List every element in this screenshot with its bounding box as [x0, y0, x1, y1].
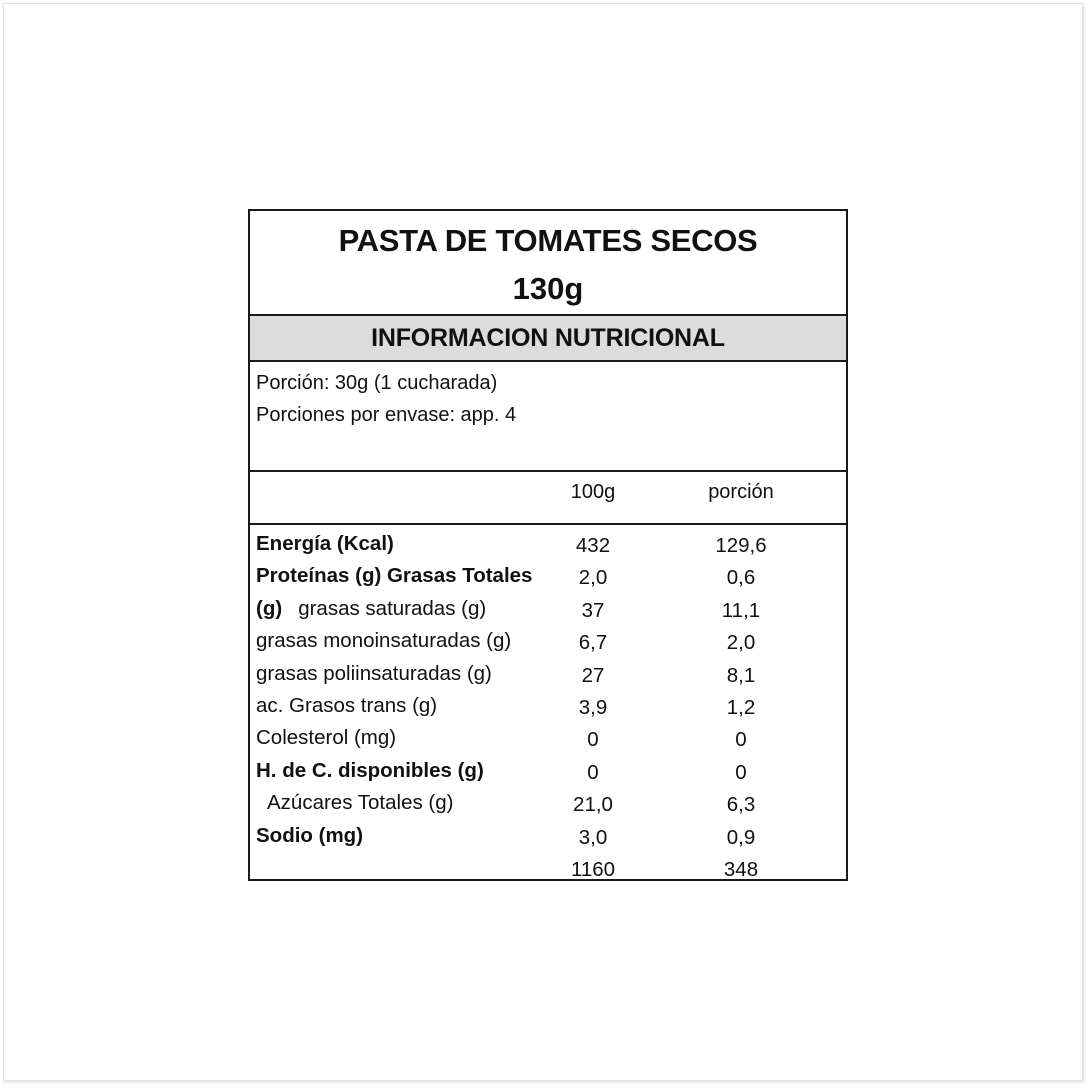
nutrient-label: grasas poliinsaturadas (g) [256, 661, 492, 685]
table-row [250, 690, 846, 722]
value-portion: 348 [723, 857, 759, 881]
value-100g: 27 [581, 663, 605, 687]
section-title: INFORMACION NUTRICIONAL [250, 316, 846, 362]
value-100g: 37 [581, 598, 605, 622]
value-100g: 6,7 [578, 631, 608, 655]
table-row [250, 560, 846, 592]
value-100g: 0 [587, 728, 599, 752]
table-row [250, 787, 846, 819]
column-header-portion: porción [708, 481, 774, 503]
value-100g: 432 [575, 534, 611, 557]
value-100g: 1160 [570, 857, 616, 881]
column-headers [250, 472, 846, 525]
nutrient-label: grasas monoinsaturadas (g) [256, 629, 512, 653]
product-header [250, 211, 846, 316]
portion-size: Porción: 30g (1 cucharada) [256, 372, 498, 394]
table-row [250, 593, 846, 625]
nutrient-label: Colesterol (mg) [256, 726, 397, 750]
table-row [250, 852, 846, 884]
product-weight: 130g [512, 271, 584, 306]
nutrient-label [256, 593, 486, 625]
value-portion: 0,6 [726, 566, 756, 590]
nutrient-label: H. de C. disponibles (g) [256, 758, 484, 782]
value-portion: 8,1 [726, 663, 756, 687]
value-100g: 2,0 [578, 566, 608, 590]
table-row [250, 658, 846, 690]
nutrient-label: ac. Grasos trans (g) [256, 693, 438, 717]
nutrient-label: Proteínas (g) Grasas Totales [256, 564, 533, 588]
table-row [250, 755, 846, 787]
value-portion: 11,1 [721, 598, 761, 622]
nutrient-table [250, 525, 846, 884]
nutrient-label: Energía (Kcal) [256, 532, 394, 555]
value-portion: 129,6 [715, 534, 767, 557]
value-100g: 3,9 [578, 695, 608, 719]
table-row [250, 820, 846, 852]
image-frame [3, 3, 1083, 1081]
nutrient-label: Azúcares Totales (g) [267, 791, 454, 815]
value-portion: 0 [735, 728, 747, 752]
value-portion: 2,0 [726, 631, 756, 655]
product-name: PASTA DE TOMATES SECOS [338, 223, 758, 258]
nutrient-label: Sodio (mg) [256, 823, 364, 847]
table-row [250, 625, 846, 657]
servings-per-package: Porciones por envase: app. 4 [256, 404, 517, 426]
table-row [250, 528, 846, 560]
nutrient-label-sub: grasas saturadas (g) [298, 596, 487, 620]
value-portion: 0 [735, 760, 747, 784]
value-100g: 0 [587, 760, 599, 784]
value-portion: 1,2 [726, 695, 756, 719]
value-portion: 0,9 [726, 825, 756, 849]
table-row [250, 722, 846, 754]
value-100g: 3,0 [578, 825, 608, 849]
serving-info [250, 367, 846, 472]
nutrition-label [248, 209, 848, 881]
nutrient-label-unit: (g) [256, 596, 283, 620]
column-header-100g: 100g [570, 481, 616, 503]
value-100g: 21,0 [573, 793, 613, 817]
value-portion: 6,3 [726, 793, 756, 817]
